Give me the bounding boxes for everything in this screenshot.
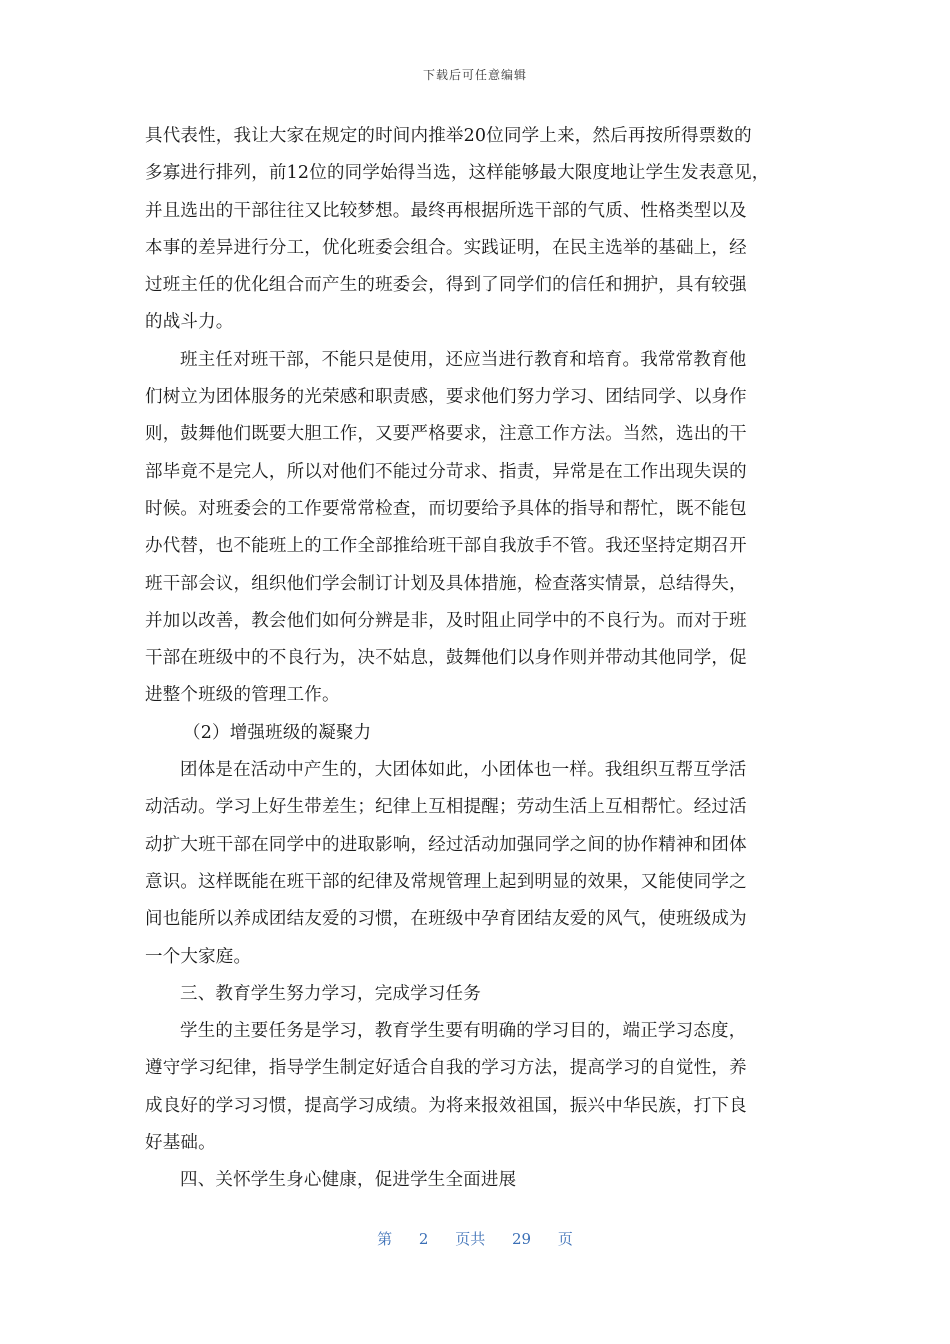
text-line: 时候。对班委会的工作要常常检查，而切要给予具体的指导和帮忙，既不能包 bbox=[145, 498, 747, 519]
text-line: 办代替，也不能班上的工作全部推给班干部自我放手不管。我还坚持定期召开 bbox=[145, 536, 747, 557]
text-line: 并加以改善，教会他们如何分辨是非，及时阻止同学中的不良行为。而对于班 bbox=[145, 610, 747, 631]
text-line: 具代表性，我让大家在规定的时间内推举20位同学上来，然后再按所得票数的 bbox=[145, 126, 752, 146]
footer-page-number: 2 bbox=[418, 1230, 429, 1248]
footer-total-pages: 29 bbox=[512, 1230, 532, 1248]
text-line: 部毕竟不是完人，所以对他们不能过分苛求、指责，异常是在工作出现失误的 bbox=[145, 461, 747, 482]
page-header: 下载后可任意编辑 bbox=[422, 68, 527, 82]
text-line: 团体是在活动中产生的，大团体如此，小团体也一样。我组织互帮互学活 bbox=[180, 760, 747, 781]
footer-suffix: 页 bbox=[557, 1230, 573, 1248]
text-line: 动活动。学习上好生带差生；纪律上互相提醒；劳动生活上互相帮忙。经过活 bbox=[145, 797, 747, 818]
text-line: 本事的差异进行分工，优化班委会组合。实践证明，在民主选举的基础上，经 bbox=[145, 237, 747, 258]
text-line: 班干部会议，组织他们学会制订计划及具体措施，检查落实情景，总结得失， bbox=[145, 573, 747, 594]
text-line: 并且选出的干部往往又比较梦想。最终再根据所选干部的气质、性格类型以及 bbox=[145, 200, 747, 221]
text-line: 成良好的学习习惯，提高学习成绩。为将来报效祖国，振兴中华民族，打下良 bbox=[145, 1095, 747, 1116]
text-line: （2）增强班级的凝聚力 bbox=[183, 722, 372, 743]
footer-prefix: 第 bbox=[377, 1230, 393, 1248]
text-line: 则，鼓舞他们既要大胆工作，又要严格要求，注意工作方法。当然，选出的干 bbox=[145, 424, 747, 445]
text-line: 干部在班级中的不良行为，决不姑息，鼓舞他们以身作则并带动其他同学，促 bbox=[145, 648, 747, 669]
text-line: 们树立为团体服务的光荣感和职责感，要求他们努力学习、团结同学、以身作 bbox=[145, 387, 747, 408]
text-line: 间也能所以养成团结友爱的习惯，在班级中孕育团结友爱的风气，使班级成为 bbox=[145, 909, 747, 930]
text-line: 意识。这样既能在班干部的纪律及常规管理上起到明显的效果，又能使同学之 bbox=[145, 871, 747, 892]
text-line: 多寡进行排列，前12位的同学始得当选，这样能够最大限度地让学生发表意见， bbox=[145, 163, 770, 184]
text-line: 动扩大班干部在同学中的进取影响，经过活动加强同学之间的协作精神和团体 bbox=[145, 834, 747, 855]
document-body bbox=[145, 118, 817, 1200]
text-line: 班主任对班干部，不能只是使用，还应当进行教育和培育。我常常教育他 bbox=[180, 349, 747, 370]
text-line: 好基础。 bbox=[145, 1133, 216, 1154]
text-line: 进整个班级的管理工作。 bbox=[145, 685, 340, 706]
footer-middle: 页共 bbox=[455, 1230, 486, 1248]
text-line: 三、教育学生努力学习，完成学习任务 bbox=[180, 983, 481, 1004]
text-line: 一个大家庭。 bbox=[145, 946, 252, 967]
text-line: 过班主任的优化组合而产生的班委会，得到了同学们的信任和拥护，具有较强 bbox=[145, 275, 747, 296]
text-line: 学生的主要任务是学习，教育学生要有明确的学习目的，端正学习态度， bbox=[180, 1021, 747, 1042]
text-line: 的战斗力。 bbox=[145, 312, 234, 333]
page-footer bbox=[0, 1228, 950, 1249]
text-line: 遵守学习纪律，指导学生制定好适合自我的学习方法，提高学习的自觉性，养 bbox=[145, 1058, 747, 1079]
text-line: 四、关怀学生身心健康，促进学生全面进展 bbox=[180, 1170, 517, 1191]
